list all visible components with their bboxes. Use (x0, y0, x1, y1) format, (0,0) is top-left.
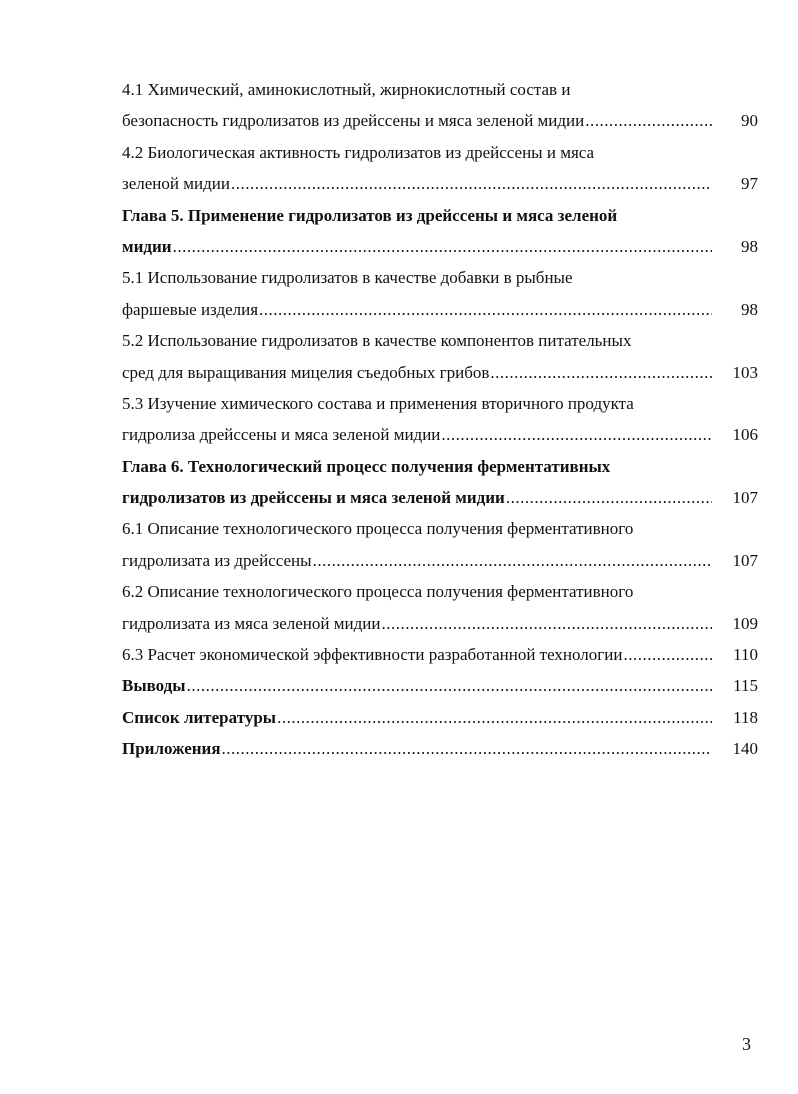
toc-entry-chapter-6 (122, 451, 758, 514)
toc-entry-text: 4.1 Химический, аминокислотный, жирнокислотный состав и (122, 80, 571, 99)
dot-leader (441, 419, 712, 450)
dot-leader (277, 702, 712, 733)
toc-entry-text: 5.1 Использование гидролизатов в качестве добавки в рыбные (122, 268, 573, 288)
toc-entry-text: гидролизата из мяса зеленой мидии (122, 613, 381, 633)
toc-entry-text: гидролизата из дрейссены (122, 550, 312, 570)
toc-page-number: 109 (732, 613, 758, 633)
toc-entry-text: Список литературы (122, 707, 277, 727)
toc-page-number: 98 (741, 299, 758, 319)
toc-entry-appendices (122, 733, 758, 764)
toc-entry-text: 6.3 Расчет экономической эффективности разработанной технологии (122, 645, 623, 665)
dot-leader (231, 168, 712, 199)
toc-page-number: 115 (733, 676, 758, 696)
toc-entry-text: 5.2 Использование гидролизатов в качестве компонентов питательных (122, 331, 632, 351)
toc-page-number: 107 (732, 488, 758, 508)
toc-entry-text: Глава 5. Применение гидролизатов из дрейссены и мяса зеленой (122, 205, 618, 225)
toc-entry-references (122, 702, 758, 733)
dot-leader (187, 670, 712, 701)
toc-entry-text: гидролиза дрейссены и мяса зеленой мидии (122, 425, 441, 445)
dot-leader (506, 482, 712, 513)
toc-entry-chapter-5 (122, 200, 758, 263)
toc-page-number: 140 (732, 739, 758, 759)
dot-leader (623, 639, 712, 670)
page-number: 3 (742, 1034, 751, 1054)
toc-entry-conclusions (122, 670, 758, 701)
toc-entry-6-1 (122, 513, 758, 576)
toc-entry-text: безопасность гидролизатов из дрейссены и мяса зеленой мидии (122, 111, 585, 131)
toc-entry-text: фаршевые изделия (122, 299, 259, 319)
toc-entry-text: Приложения (122, 739, 221, 759)
toc-page-number: 118 (733, 707, 758, 727)
toc-entry-text: 6.2 Описание технологического процесса получения ферментативного (122, 582, 634, 602)
toc-page-number: 110 (733, 645, 758, 665)
toc-entry-6-2 (122, 576, 758, 639)
dot-leader (222, 733, 712, 764)
toc-entry-4-1 (122, 74, 758, 137)
toc-page-number: 106 (732, 425, 758, 445)
toc-entry-text: 4.2 Биологическая активность гидролизатов из дрейссены и мяса (122, 142, 595, 162)
toc-entry-text: зеленой мидии (122, 174, 230, 194)
toc-page-number: 103 (732, 362, 758, 382)
toc-page-number: 98 (741, 236, 758, 256)
toc-entry-text: 6.1 Описание технологического процесса получения ферментативного (122, 519, 634, 539)
toc-entry-text: Глава 6. Технологический процесс получения ферментативных (122, 456, 611, 476)
dot-leader (585, 105, 712, 136)
toc-entry-text: мидии (122, 236, 172, 256)
dot-leader (259, 294, 712, 325)
toc-page-number: 90 (741, 111, 758, 131)
toc-entry-text: гидролизатов из дрейссены и мяса зеленой мидии (122, 488, 505, 508)
dot-leader (173, 231, 712, 262)
toc-entry-5-1 (122, 262, 758, 325)
toc-entry-text: 5.3 Изучение химического состава и применения вторичного продукта (122, 393, 634, 413)
toc-entry-6-3 (122, 639, 758, 670)
dot-leader (490, 357, 712, 388)
toc-entry-5-3 (122, 388, 758, 451)
dot-leader (313, 545, 712, 576)
toc-entry-text: Выводы (122, 676, 186, 696)
table-of-contents (122, 74, 758, 765)
toc-entry-4-2 (122, 137, 758, 200)
dot-leader (381, 608, 712, 639)
toc-entry-5-2 (122, 325, 758, 388)
toc-page-number: 107 (732, 550, 758, 570)
toc-entry-text: сред для выращивания мицелия съедобных грибов (122, 362, 490, 382)
toc-page-number: 97 (741, 174, 758, 194)
